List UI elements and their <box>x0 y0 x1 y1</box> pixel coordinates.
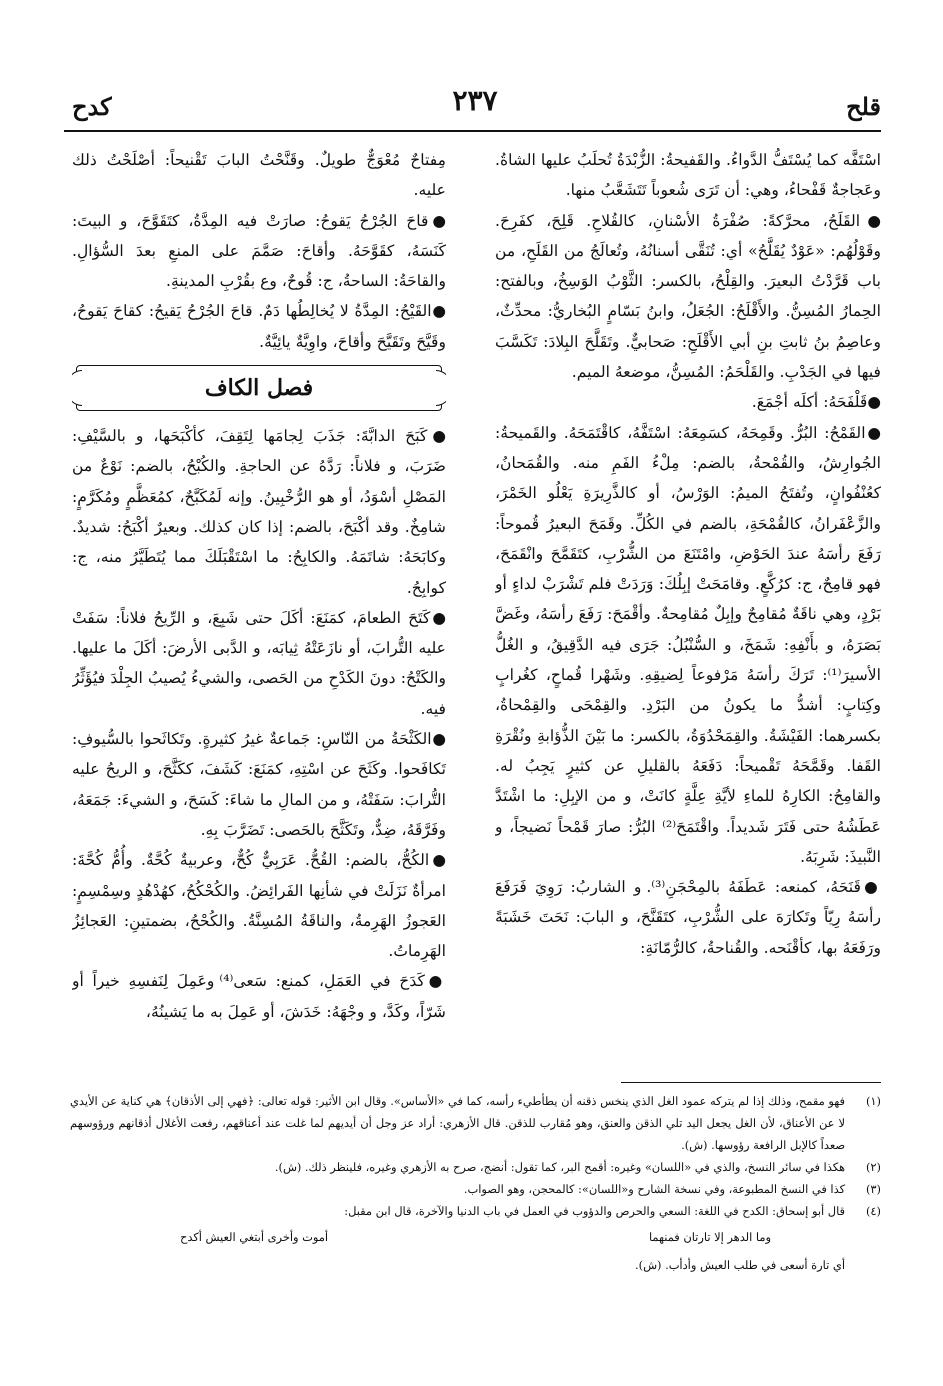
entry-paragraph: ●قَنَحَهُ، كمنعه: عَطَفَهُ بالمِحْجَنِ⁽³⁾. و الشاربُ: رَوِيَ فَرَفَعَ رأسَهُ رِيّاً وتَكارَهَ على الشُّرْبِ، كتَقَنَّحَ، و البابَ: نَحَتَ خَشَبَةً ورَفَعَهُ بها، كأقْنَحه. والقُناحةُ، كالرُّمّانَةِ: <box>495 878 881 957</box>
footnotes <box>70 1090 881 1276</box>
entry-paragraph: ●كَدَحَ في العَمَلِ، كمنع: سَعى⁽⁴⁾ وعَمِلَ لِنَفسِهِ خيراً أو شَرّاً، وكَدَّ، و وجْهَهُ: خَدَشَ، أو عَمِلَ به ما يَشينُهُ، <box>72 972 446 1021</box>
entry-paragraph: ●القَيْحُ: المِدَّةُ لا يُخالِطُها دَمٌ. قاحَ الجُرْحُ يَقيحُ: كقاحَ يَقوحُ، وقَيَّحَ وتَقَيَّحَ وأقاحَ، واوِيَّةٌ يائِيَّةٌ. <box>72 302 446 351</box>
section-heading-frame <box>76 365 442 411</box>
right-column <box>495 145 881 1065</box>
entry-paragraph: ●الكَثْحَةُ من النّاسِ: جَماعةٌ غيرُ كثيرةٍ. وتَكاثَحوا بالسُّيوفِ: تَكافَحوا. وكَثَحَ عن اسْتِهِ، كمَنَعَ: كَشَفَ، ككَثَّحَ، و الريحُ عليه التُّرابَ: سَفَتْهُ، و من المالِ ما شاءَ: كَسَحَ، و الشيءَ: جَمَعَهُ، وفَرَّقَهُ، ضِدٌّ، وتَكَثَّحَ بالحَصى: تَضَرَّبَ بِهِ. <box>72 730 446 839</box>
entry-paragraph: ●كَتَحَ الطعامَ، كمَنَعَ: أكَلَ حتى شَبِعَ، و الرِّيحُ فلاناً: سَفَتْ عليه التُّرابَ، أو نازَعَتْهُ ثِيابَه، و الدَّبى الأرضَ: أكَلَ ما عليها. والكَتْحُ: دونَ الكَدْحِ من الحَصى، والشيءُ يُصيبُ الجِلْدَ فيُؤَثِّرُ فيه. <box>72 608 446 718</box>
footnote <box>70 1200 881 1222</box>
entry-paragraph: ●القَلَحُ، محرَّكةً: صُفْرَةُ الأسْنانِ، كالقُلاحِ. قَلِحَ، كفَرِحَ. وقَوْلُهُم: «عَوْدٌ يُقَلَّحُ» أي: تُنَقَّى أسنانُهُ، وتُعالَجُ من القَلَحِ، من باب قَرَّدْتُ البعيرَ. والقِلْحُ، بالكسر: الثَّوْبُ الوَسِخُ، وبالفتح: الحِمارُ المُسِنُّ. والأَقْلَحُ: الجُعَلُ، وابنُ بَسّامٍ البُخاريُّ: محدِّثٌ، وعاصِمُ بنُ ثابتِ بنِ أبي الأَقْلَحِ: صَحابيٌّ. وتَقَلَّحَ البِلادَ: تَكَسَّبَ فيها في الجَدْبِ. والقَلْحَمُ: المُسِنُّ، موضعهُ الميم. <box>495 211 881 382</box>
entry-paragraph: ●القَمْحُ: البُرُّ. وقَمِحَهُ، كسَمِعَهُ: اسْتَفَّهُ، كاقْتَمَحَهُ. والقَميحةُ: الجُوارِشُ، والقُمْحةُ، بالضم: مِلْءُ الفَمِ منه. والقُمَحانُ، كعُنْفُوانٍ، وتُفتَحُ الميمُ: الوَرْسُ، أو كالذَّرِيرَةِ يَعْلُو الخَمْرَ، والزَّعْفَرانُ، كالقُمْحَةِ، بالضم في الكُلِّ. وقَمَحَ البعيرُ قُموحاً: رَفَعَ رأسَهُ عندَ الحَوْضِ، وامْتَنَعَ من الشُّرْبِ، كتَقَمَّحَ وانْقَمَحَ، فهو قامِحٌ، ج: كرُكَّعٍ. وقامَحَتْ إبِلُكَ: وَرَدَتْ فلم تَشْرَبْ لداءٍ أو بَرْدٍ، وهي ناقَةٌ مُقامِحٌ وإبِلٌ مُقامِحةٌ. وأقْمَحَ: رَفَعَ رأسَهُ، وغَضَّ بَصَرَهُ، و بأَنْفِهِ: شَمَخَ، و السُّنْبُلُ: جَرَى فيه الدَّقِيقُ، و الغُلُّ الأسيرَ⁽¹⁾: تَرَكَ رأسَهُ مَرْفوعاً لِضيقِهِ. وشَهْرا قُماحٍ، كغُرابٍ وكِتابٍ: أشدُّ ما يكونُ من البَرْدِ. والقِمْحَى والقِمْحاةُ، بكسرهما: الفَيْشَةُ. والقِمَحْدُوَةُ، بالكسر: ما بَيْنَ الذُّؤابةِ ونُقْرَةِ القَفا. وقَمَّحَهُ تَقْميحاً: دَفَعَهُ بالقليلِ عن كثيرٍ يَجِبُ له. والقامِحُ: الكارِهُ للماءِ لأيَّةِ عِلَّةٍ كانَتْ، و من الإبِلِ: ما اشْتَدَّ عَطَشُهُ حتى فَتَرَ شَديداً. واقْتَمَحَ⁽²⁾ البُرُّ: صارَ قَمْحاً نَضيجاً، و النَّبيذَ: شَرِبَهُ. <box>495 423 881 866</box>
verse-second-hemistich: أموت وأخرى أبتغي العيش أكدح <box>180 1230 329 1244</box>
footnote-number: (١) <box>865 1094 881 1108</box>
footnote-text: قال أبو إسحاق: الكدح في اللغة: السعي والحرص والدؤوب في العمل في باب الدنيا والآخرة، قال ابن مقبل: <box>344 1204 845 1218</box>
header-rule <box>64 130 881 132</box>
footnote-text: هكذا في سائر النسخ، والذي في «اللسان» وغيره: أقمح البر، كما تقول: أنضج، صرح به الأزهري وغيره، فلينظر ذلك. (ش). <box>274 1160 845 1174</box>
footnote <box>70 1156 881 1178</box>
entry-paragraph: اسْتَفَّه كما يُسْتَفُّ الدَّواءُ. والقَفيحةُ: الزُّبْدَةُ تُحلَبُ عليها الشاةُ. وعَجاجةٌ قَفْحاءُ، وهي: أن تَرَى شُعوباً تَتَشَعَّبُ منها. <box>495 151 881 200</box>
footnote-text: فهو مقمح، وذلك إذا لم يتركه عمود الغل الذي ينخس ذقنه أن يطأطيء رأسه، كما في «الأساس». وقال ابن الأثير: قوله تعالى: ﴿فهي إلى الأذقان﴾ هي كناية عن الأيدي لا عن الأعناق، لأن الغل يجعل اليد تلي الذقن والعنق، وهو مُقارب للذقن. قال الأزهري: أراد عز وجل أن أيديهم لما غلت عند أعناقهم، رفعت الأغلال أذقانهم ورؤوسهم صعداً كالإبل الرافعة رؤوسها. (ش). <box>70 1094 845 1152</box>
entry-paragraph: مِفتاحٌ مُعْوَجٌّ طويلٌ. وقَنَّحْتُ البابَ تَقْنيحاً: أصْلَحْتُ ذلك عليه. <box>72 151 446 200</box>
footnote-number: (٢) <box>865 1160 881 1174</box>
header-left-catchword: كدح <box>72 92 112 121</box>
left-column <box>72 145 446 1065</box>
verse-first-hemistich: وما الدهر إلا تارتان فمنهما <box>648 1230 771 1244</box>
page-number: ٢٣٧ <box>452 84 498 117</box>
footnote-tail: أي تارة أسعى في طلب العيش وأدأب. (ش). <box>635 1258 845 1272</box>
header-right-catchword: قلح <box>846 92 881 121</box>
entry-paragraph: ●قاحَ الجُرْحُ يَقوحُ: صارَتْ فيه المِدَّةُ، كتَقَوَّحَ، و البيتَ: كَنَسَهُ، كقَوَّحَهُ. وأقاحَ: صَمَّمَ على المنعِ بعدَ السُّؤالِ. والقاحَةُ: الساحةُ، ج: قُوحٌ، وع بقُرْبِ المدينةِ. <box>72 211 446 291</box>
footnote-text: كذا في النسخ المطبوعة، وفي نسخة الشارح و«اللسان»: كالمحجن، وهو الصواب. <box>463 1182 845 1196</box>
footnote-rule <box>621 1082 881 1083</box>
entry-paragraph: ●كَبَحَ الدابَّةَ: جَذَبَ لِجامَها لِتَقِفَ، كأكْبَحَها، و بالسَّيْفِ: ضَرَبَ، و فلاناً: رَدَّهُ عن الحاجةِ. والكُبْحُ، بالضم: نَوْعٌ من المَصْلِ أسْوَدُ، أو هو الرُّخْبِينُ. وإنه لَمُكَبَّحٌ، كمُعَظَّمٍ ومُكَرَّمٍ: شامِخٌ. وقد أكْبَحَ، بالضم: إذا كان كذلك. وبعيرٌ أكْبَحُ: شديدٌ. وكابَحَهُ: شاتَمَهُ. والكابِحُ: ما اسْتَقْبَلَكَ مما يُتَطَيَّرُ منه، ج: كوابِحُ. <box>72 427 446 597</box>
footnote <box>70 1090 881 1156</box>
entry-paragraph: ●الكُحُّ، بالضم: القُحُّ. عَرَبِيٌّ كُحٌّ، وعربيةٌ كُحَّةٌ. وأُمُّ كُحَّةَ: امرأةٌ نَزَلَتْ في شأنِها الفَرائِضُ. والكُحْكُحُ، كهُدْهُدٍ وسِمْسِمٍ: العَجوزُ الهَرِمةُ، والناقَةُ المُسِنَّةُ. والكُحْحُ، بضمتينِ: العَجائِزُ الهَرِماتُ. <box>72 851 446 961</box>
section-title: فصل الكاف <box>204 375 314 402</box>
footnote-number: (٤) <box>865 1204 881 1218</box>
footnote-number: (٣) <box>865 1182 881 1196</box>
entry-paragraph: ●قَلْفَحَهُ: أكلَه أجْمَعَ. <box>751 393 881 412</box>
poetry-verse <box>70 1224 881 1250</box>
footnote <box>70 1178 881 1200</box>
